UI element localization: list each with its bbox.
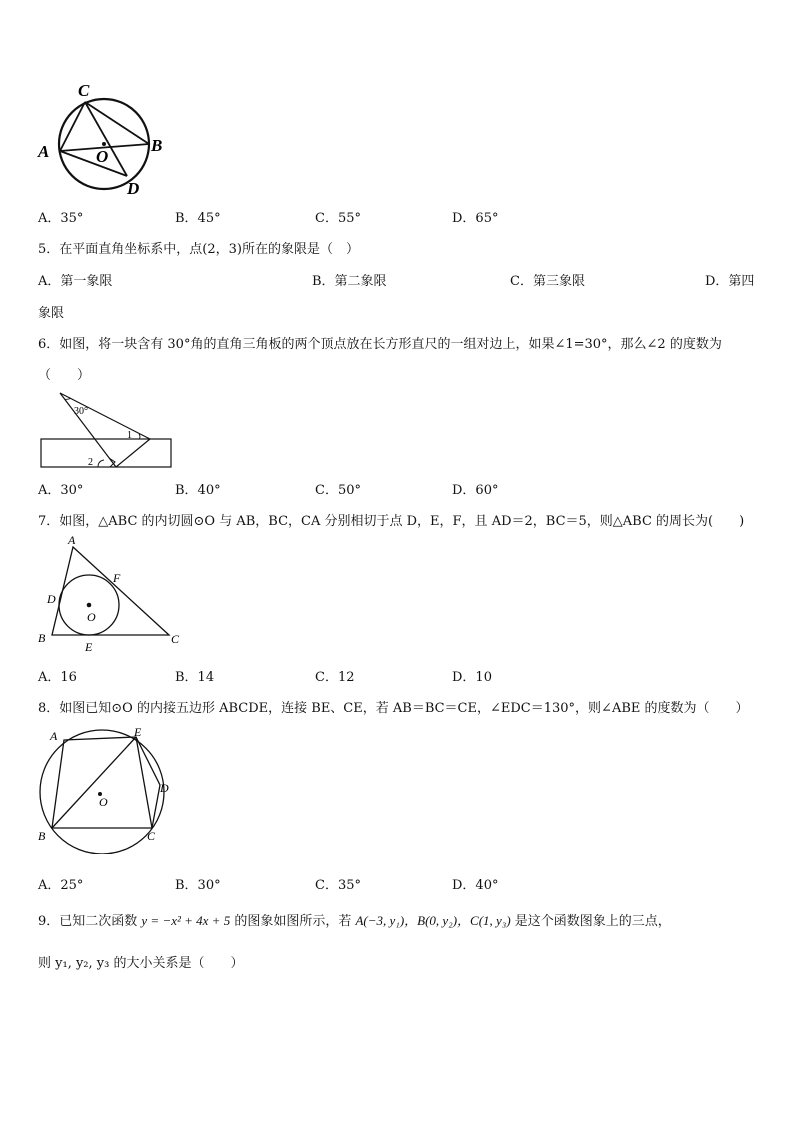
q4-label-B: B <box>151 136 163 155</box>
q8-label-B: B <box>38 829 46 843</box>
q8-label-O: O <box>99 795 108 809</box>
q6-label-30: 30° <box>74 406 88 417</box>
q7-option-d: D．10 <box>452 670 492 685</box>
q4-option-b: B．45° <box>175 211 221 226</box>
q9-stem-part3: 是这个函数图象上的三点， <box>510 914 671 929</box>
q9-stem-part2: 的图象如图所示，若 <box>230 914 356 929</box>
q5-option-b: B．第二象限 <box>312 274 387 289</box>
q5-option-a: A．第一象限 <box>38 274 113 289</box>
q9-stem-line2: 则 y₁, y₂, y₃ 的大小关系是（ ） <box>38 956 244 971</box>
q8-option-d: D．40° <box>452 878 499 893</box>
q4-option-d: D．65° <box>452 211 499 226</box>
q8-option-b: B．30° <box>175 878 221 893</box>
q6-ruler-triangle-figure <box>38 388 178 472</box>
q4-label-C: C <box>78 81 90 100</box>
q5-option-d: D．第四 <box>705 274 755 289</box>
q8-stem: 8．如图已知⊙O 的内接五边形 ABCDE，连接 BE、CE，若 AB＝BC＝CE，∠EDC＝130°，则∠ABE 的度数为（ ） <box>38 701 749 716</box>
q5-option-d-wrap: 象限 <box>38 306 65 321</box>
q8-pentagon-figure <box>34 724 176 854</box>
q4-label-D: D <box>127 179 140 198</box>
q7-label-F: F <box>113 571 121 585</box>
q8-label-E: E <box>134 725 142 739</box>
q7-label-O: O <box>87 610 96 624</box>
q8-label-A: A <box>50 729 58 743</box>
q7-label-A: A <box>68 533 76 547</box>
q7-option-a: A．16 <box>38 670 77 685</box>
q7-stem: 7．如图，△ABC 的内切圆⊙O 与 AB，BC，CA 分别相切于点 D，E，F，且 AD＝2，BC＝5，则△ABC 的周长为( ) <box>38 514 745 529</box>
q7-option-c: C．12 <box>315 670 355 685</box>
q4-option-a: A．35° <box>38 211 84 226</box>
q6-stem-tail: （ ） <box>38 368 91 383</box>
q9-points: A(−3, y₁)，B(0, y₂)，C(1, y₃) <box>355 913 511 928</box>
q4-circle-figure <box>34 78 174 200</box>
q7-option-b: B．14 <box>175 670 215 685</box>
q5-stem: 5．在平面直角坐标系中，点(2，3)所在的象限是（ ） <box>38 242 359 257</box>
q6-option-d: D．60° <box>452 483 499 498</box>
q4-label-A: A <box>38 142 50 161</box>
q7-label-D: D <box>47 592 56 606</box>
q8-label-D: D <box>160 781 169 795</box>
q4-label-O: O <box>96 147 109 166</box>
q7-label-B: B <box>38 631 46 645</box>
q6-label-2: 2 <box>88 457 93 468</box>
q7-label-E: E <box>85 640 93 654</box>
q7-incircle-figure <box>34 532 189 656</box>
q8-option-c: C．35° <box>315 878 361 893</box>
q6-option-b: B．40° <box>175 483 221 498</box>
q6-label-1: 1 <box>127 430 132 441</box>
q5-option-c: C．第三象限 <box>510 274 585 289</box>
q9-stem-part1: 9．已知二次函数 <box>38 914 142 929</box>
q7-label-C: C <box>171 632 180 646</box>
q9-function: y = −x² + 4x + 5 <box>141 913 231 928</box>
q8-label-C: C <box>147 829 156 843</box>
q4-option-c: C．55° <box>315 211 361 226</box>
q6-option-c: C．50° <box>315 483 361 498</box>
q6-stem: 6．如图，将一块含有 30°角的直角三角板的两个顶点放在长方形直尺的一组对边上，如果∠1=30°，那么∠2 的度数为 <box>38 337 722 352</box>
q9-stem-line1 <box>38 910 671 929</box>
q8-option-a: A．25° <box>38 878 84 893</box>
q6-option-a: A．30° <box>38 483 84 498</box>
